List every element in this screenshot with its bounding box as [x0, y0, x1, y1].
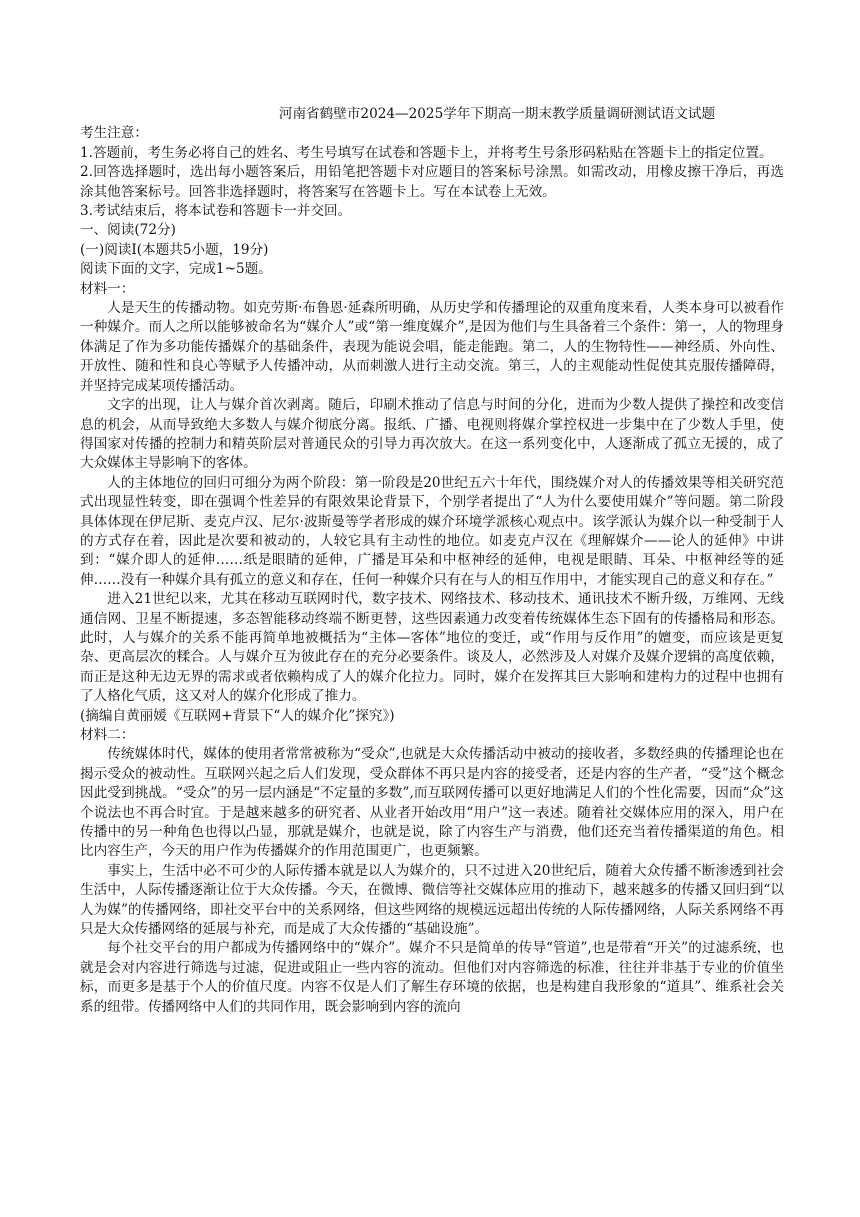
material-1-paragraph: 进入21世纪以来，尤其在移动互联网时代，数字技术、网络技术、移动技术、通讯技术不断升级，万维网、无线通信网、卫星不断提速，多态智能移动终端不断更替，这些因素通力改变着传统媒体生态下固有的传播格局和形态。此时，人与媒介的关系不能再简单地被概括为“主体—客体”地位的变迁，或“作用与反作用”的嬗变，而应该是更复杂、更高层次的糅合。人与媒介互为彼此存在的充分必要条件。谈及人，必然涉及人对媒介及媒介逻辑的高度依赖，而正是这种无边无界的需求或者依赖构成了人的媒介化拉力。同时，媒介在发挥其巨大影响和建构力的过程中也拥有了人格化气质，这又对人的媒介化形成了推力。	[80, 591, 784, 705]
notice-item-1: 1.答题前，考生务必将自己的姓名、考生号填写在试卷和答题卡上，并将考生号条形码粘贴在答题卡上的指定位置。	[80, 144, 773, 161]
material-1-paragraph: 文字的出现，让人与媒介首次剥离。随后，印刷术推动了信息与时间的分化，进而为少数人提供了操控和改变信息的机会，从而导致绝大多数人与媒介彻底分离。报纸、广播、电视则将媒介掌控权进一步集中在了少数人手里，使得国家对传播的控制力和精英阶层对普通民众的引导力再次放大。在这一系列变化中，人逐渐成了孤立无援的，成了大众媒体主导影响下的客体。	[80, 397, 784, 472]
exam-title: 河南省鹤壁市2024—2025学年下期高一期末教学质量调研测试语文试题	[278, 106, 716, 122]
material-2-paragraph: 传统媒体时代，媒体的使用者常常被称为“受众”,也就是大众传播活动中被动的接收者，多数经典的传播理论也在揭示受众的被动性。互联网兴起之后人们发现，受众群体不再只是内容的接受者，还是内容的生产者，“受”这个概念因此受到挑战。“受众”的另一层内涵是“不定量的多数”,而互联网传播可以更好地满足人们的个性化需要，因而“众”这个说法也不再合时宜。于是越来越多的研究者、从业者开始改用“用户”这一表述。随着社交媒体应用的深入，用户在传播中的另一种角色也得以凸显，那就是媒介，也就是说，除了内容生产与消费，他们还充当着传播渠道的角色。相比内容生产，今天的用户作为传播媒介的作用范围更广，也更频繁。	[80, 746, 784, 860]
material-1-paragraph: 人的主体地位的回归可细分为两个阶段：第一阶段是20世纪五六十年代，围绕媒介对人的传播效果等相关研究范式出现显性转变，即在强调个性差异的有限效果论背景下，个别学者提出了“人为什么要使用媒介”等问题。第二阶段具体体现在伊尼斯、麦克卢汉、尼尔·波斯曼等学者形成的媒介环境学派核心观点中。该学派认为媒介以一种受制于人的方式存在着，因此是次要和被动的，人较它具有主动性的地位。如麦克卢汉在《理解媒介——论人的延伸》中讲到：“媒介即人的延伸……纸是眼睛的延伸，广播是耳朵和中枢神经的延伸，电视是眼睛、耳朵、中枢神经等的延伸……没有一种媒介具有孤立的意义和存在，任何一种媒介只有在与人的相互作用中，才能实现自己的意义和存在。”	[80, 474, 784, 588]
material-1-paragraph: 人是天生的传播动物。如克劳斯·布鲁恩·延森所明确，从历史学和传播理论的双重角度来看，人类本身可以被看作一种媒介。而人之所以能够被命名为“媒介人”或“第一维度媒介”,是因为他们与生具备着三个条件：第一，人的物理身体满足了作为多功能传播媒介的基础条件，表现为能说会唱，能走能跑。第二，人的生物特性——神经质、外向性、开放性、随和性和良心等赋予人传播冲动，从而刺激人进行主动交流。第三，人的主观能动性促使其克服传播障碍，并坚持完成某项传播活动。	[80, 300, 784, 394]
material-2-paragraph: 每个社交平台的用户都成为传播网络中的“媒介”。媒介不只是简单的传导“管道”,也是带着“开关”的过滤系统，也就是会对内容进行筛选与过滤，促进或阻止一些内容的流动。但他们对内容筛选的标准，往往并非基于专业的价值坐标，而更多是基于个人的价值尺度。内容不仅是人们了解生存环境的依据，也是构建自我形象的“道具”、维系社会关系的纽带。传播网络中人们的共同作用，既会影响到内容的流向	[80, 940, 784, 1015]
material-1-label: 材料一：	[80, 280, 135, 297]
material-2-label: 材料二：	[80, 727, 135, 743]
notice-heading: 考生注意：	[80, 125, 148, 142]
material-1-source: (摘编自黄丽媛《互联网+背景下“人的媒介化”探究》)	[80, 707, 395, 724]
material-2-paragraph: 事实上，生活中必不可少的人际传播本就是以人为媒介的，只不过进入20世纪后，随着大众传播不断渗透到社会生活中，人际传播逐渐让位于大众传播。今天，在微博、微信等社交媒体应用的推动下，越来越多的传播又回归到“以人为媒”的传播网络，即社交平台中的关系网络，但这些网络的规模远远超出传统的人际传播网络，人际关系网络不再只是大众传播网络的延展与补充，而是成了大众传播的“基础设施”。	[80, 862, 784, 938]
section-heading: 一、阅读(72分)	[80, 222, 176, 239]
notice-item-3: 3.考试结束后，将本试卷和答题卡一并交回。	[80, 203, 352, 220]
reading-instruction: 阅读下面的文字，完成1~5题。	[80, 261, 272, 278]
subsection-heading: (一)阅读I(本题共5小题，19分)	[80, 241, 269, 258]
notice-item-2: 2.回答选择题时，选出每小题答案后，用铅笔把答题卡对应题目的答案标号涂黑。如需改动，用橡皮擦干净后，再选涂其他答案标号。回答非选择题时，将答案写在答题卡上。写在本试卷上无效。	[80, 164, 784, 200]
